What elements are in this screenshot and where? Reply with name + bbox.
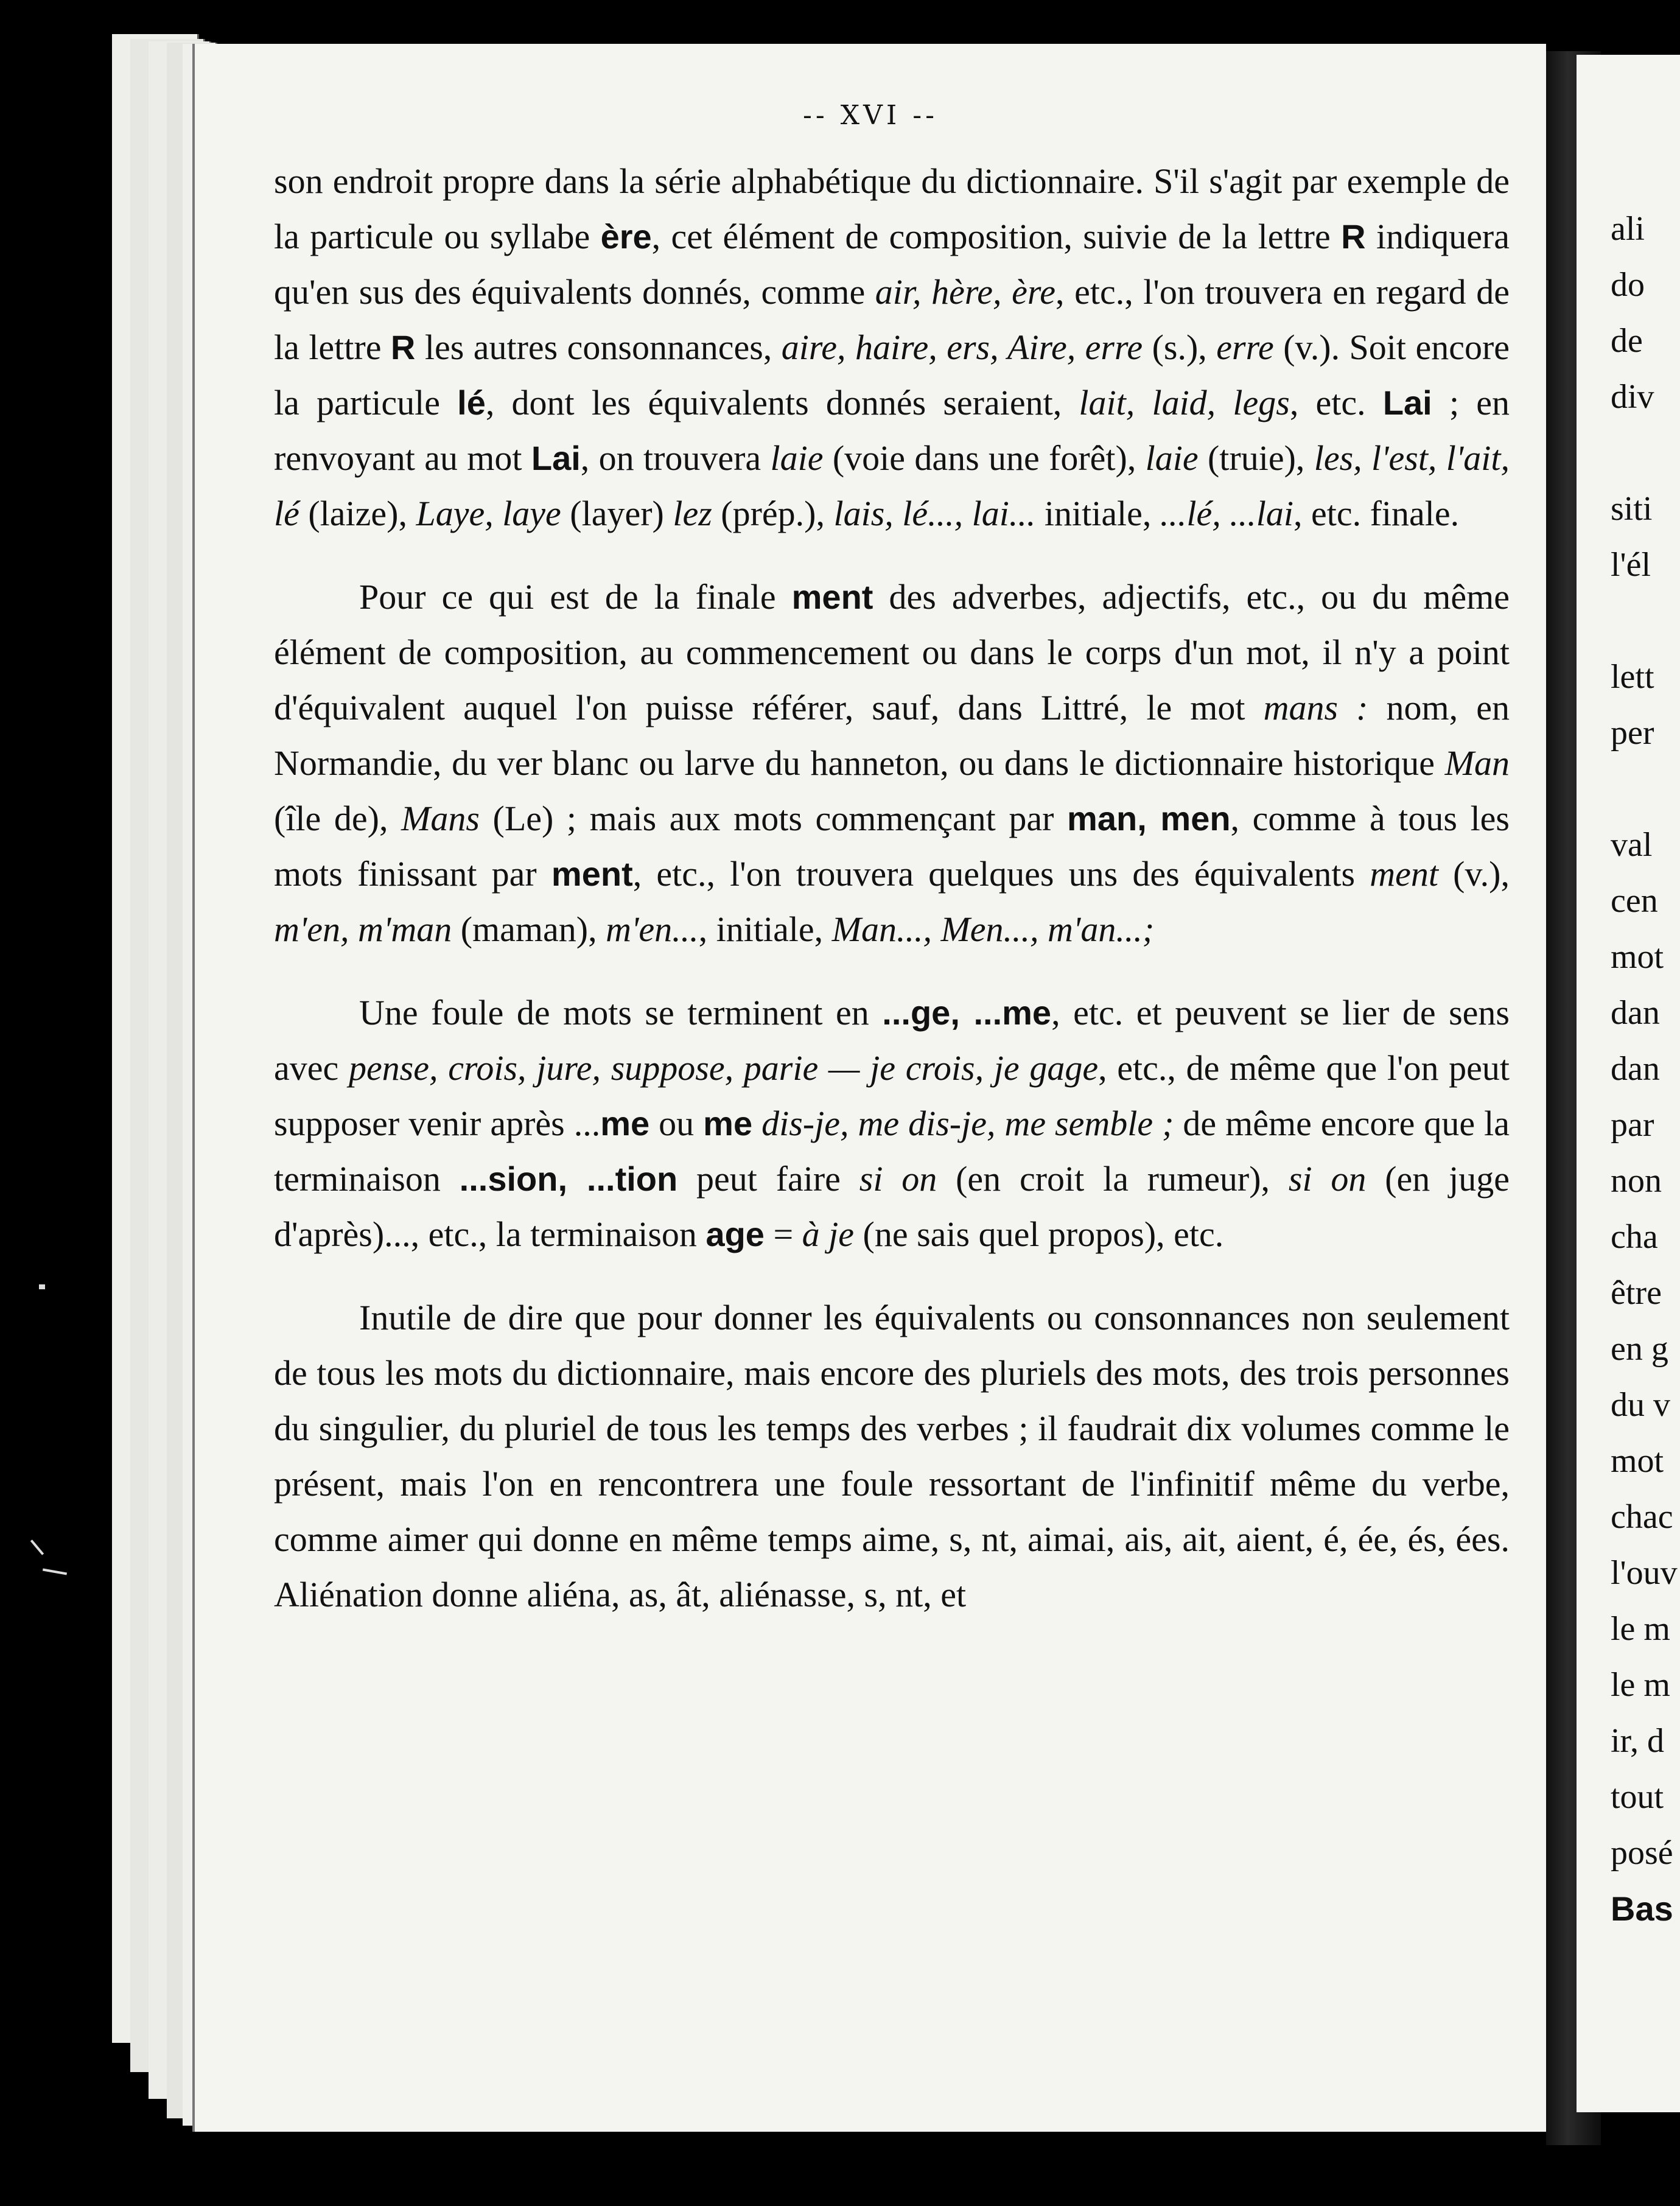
facing-page-fragment: le m: [1611, 1610, 1670, 1648]
bold-term: lé: [457, 383, 486, 422]
text-run: (prép.),: [712, 494, 834, 533]
text-run: , etc. finale.: [1293, 494, 1460, 533]
italic-term: à je: [802, 1214, 855, 1254]
italic-term: si on: [859, 1159, 937, 1199]
text-run: , dont les équivalents donnés seraient,: [485, 383, 1079, 422]
facing-page-fragment: per: [1611, 714, 1654, 752]
italic-term: pense, crois, jure, suppose, parie — je crois, je gage: [348, 1048, 1099, 1088]
facing-page-line: [1611, 425, 1678, 481]
bold-term: age: [705, 1215, 765, 1253]
text-run: , comme à tous les mots finissant par: [274, 799, 1510, 894]
facing-page-line: [1611, 1265, 1678, 1321]
facing-page-line: [1611, 1433, 1678, 1489]
facing-page-line: [1611, 593, 1678, 649]
bold-term: man, men: [1067, 799, 1231, 838]
facing-page-fragment: div: [1611, 378, 1654, 416]
italic-term: m'en, m'man: [274, 909, 452, 949]
facing-page-fragment: en g: [1611, 1330, 1668, 1368]
text-run: (v.). Soit encore la particule: [274, 327, 1510, 422]
italic-term: Man: [1444, 743, 1510, 783]
italic-term: les, l'est, l'ait, lé: [274, 438, 1510, 533]
facing-page-line: [1611, 705, 1678, 761]
facing-page-fragment: posé: [1611, 1834, 1673, 1872]
facing-page-line: [1611, 313, 1678, 369]
facing-page: [1577, 55, 1680, 2112]
paragraph: [274, 985, 1510, 1262]
bold-term: ère: [600, 217, 652, 256]
facing-page-line: [1611, 369, 1678, 425]
italic-term: Laye, laye: [416, 494, 561, 533]
text-run: (v.),: [1438, 854, 1510, 894]
text-run: (voie dans une forêt),: [823, 438, 1146, 478]
facing-page-fragment: mot: [1611, 1442, 1664, 1480]
facing-page-line: [1611, 1601, 1678, 1657]
facing-page-fragment: cha: [1611, 1218, 1658, 1256]
paragraph: [274, 153, 1510, 541]
text-run: =: [764, 1214, 802, 1254]
italic-term: Man..., Men..., m'an...;: [831, 909, 1155, 949]
text-run: Une foule de mots se terminent en: [359, 993, 883, 1032]
text-run: , cet élément de composition, suivie de la lettre: [651, 217, 1342, 256]
text-run: des adverbes, adjectifs, etc., ou du même élément de composition, au commencement ou dans le corps d'un mot, il n'y a point d'équivalent auquel l'on puisse référer, sauf, dans Littré, le mot: [274, 577, 1510, 727]
italic-term: ...lé, ...lai: [1160, 494, 1294, 533]
facing-page-fragment: chac: [1611, 1498, 1673, 1536]
italic-term: laie: [1145, 438, 1199, 478]
facing-page-line: [1611, 761, 1678, 817]
facing-page-text: [1611, 201, 1678, 1937]
facing-page-line: [1611, 817, 1678, 873]
italic-term: erre: [1216, 327, 1274, 367]
italic-term: lait, laid, legs: [1079, 383, 1290, 422]
text-run: , initiale,: [698, 909, 832, 949]
page-number: -- XVI --: [803, 100, 938, 131]
facing-page-fragment: val: [1611, 826, 1653, 864]
facing-page-fragment: cen: [1611, 882, 1658, 920]
italic-term: mans :: [1263, 688, 1368, 727]
facing-page-line: [1611, 1881, 1678, 1937]
facing-page-fragment: ali: [1611, 210, 1645, 248]
facing-page-line: [1611, 985, 1678, 1041]
text-run: (truie),: [1198, 438, 1314, 478]
scan-speck: [30, 1539, 44, 1555]
bold-term: R: [1341, 217, 1366, 256]
facing-page-fragment: du v: [1611, 1386, 1670, 1424]
text-run: les autres consonnances,: [415, 327, 782, 367]
text-run: (layer): [561, 494, 673, 533]
bold-term: Lai: [1382, 383, 1432, 422]
bold-term: ment: [551, 855, 633, 893]
text-run: indiquera qu'en sus des équivalents donnés, comme: [274, 217, 1510, 312]
text-run: , etc., l'on trouvera quelques uns des équivalents: [632, 854, 1370, 894]
text-run: , on trouvera: [580, 438, 771, 478]
text-run: ; en renvoyant au mot: [274, 383, 1510, 478]
text-run: Inutile de dire que pour donner les équivalents ou consonnances non seulement de tous les mots du dictionnaire, mais encore des pluriels des mots, des trois personnes du singulier, du pluriel de tous les temps des verbes ; il faudrait dix volumes comme le présent, mais l'on en rencontrera une foule ressortant de l'infinitif même du verbe, comme aimer qui donne en même temps aime, s, nt, aimai, ais, ait, aient, é, ée, és, ées. Aliénation donne aliéna, as, ât, aliénasse, s, nt, et: [274, 1298, 1510, 1614]
facing-page-line: [1611, 1209, 1678, 1265]
facing-page-fragment: l'ouv: [1611, 1554, 1678, 1592]
facing-page-line: [1611, 537, 1678, 593]
text-run: peut faire: [677, 1159, 859, 1199]
italic-term: dis-je, me dis-je, me semble ;: [761, 1104, 1174, 1143]
facing-page-fragment: l'él: [1611, 546, 1651, 584]
facing-page-fragment: non: [1611, 1162, 1662, 1200]
scan-speck: [39, 1284, 45, 1289]
text-run: son endroit propre dans la série alphabétique du dictionnaire. S'il s'agit par exemple de la particule ou syllabe: [274, 161, 1510, 256]
italic-term: si on: [1288, 1159, 1367, 1199]
text-run: (s.),: [1143, 327, 1217, 367]
facing-page-fragment: le m: [1611, 1666, 1670, 1704]
italic-term: laie: [770, 438, 824, 478]
text-run: (île de),: [274, 799, 402, 838]
facing-page-fragment: tout: [1611, 1778, 1664, 1816]
text-run: de même encore que la terminaison: [274, 1104, 1510, 1199]
facing-page-fragment: dan: [1611, 1050, 1660, 1088]
italic-term: lez: [673, 494, 712, 533]
italic-term: m'en...: [606, 909, 699, 949]
facing-page-line: [1611, 1153, 1678, 1209]
text-run: , etc.: [1289, 383, 1383, 422]
scan-speck: [43, 1569, 67, 1575]
facing-page-line: [1611, 1097, 1678, 1153]
paragraph: [274, 1290, 1510, 1622]
text-run: (en croit la rumeur),: [937, 1159, 1289, 1199]
facing-page-line: [1611, 1489, 1678, 1545]
facing-page-fragment: de: [1611, 322, 1643, 360]
text-run: nom, en Normandie, du ver blanc ou larve du hanneton, ou dans le dictionnaire historique: [274, 688, 1510, 783]
text-run: , etc. et peuvent se lier de sens avec: [274, 993, 1510, 1088]
facing-page-fragment: mot: [1611, 938, 1664, 976]
facing-page-line: [1611, 649, 1678, 705]
text-run: ou: [649, 1104, 704, 1143]
text-run: [752, 1104, 761, 1143]
facing-page-line: [1611, 1377, 1678, 1433]
italic-term: air, hère, ère: [875, 272, 1056, 312]
facing-page-line: [1611, 1825, 1678, 1881]
facing-page-line: [1611, 201, 1678, 257]
facing-page-fragment: Bas: [1611, 1889, 1673, 1928]
text-run: , etc., l'on trouvera en regard de la lettre: [274, 272, 1510, 367]
facing-page-fragment: siti: [1611, 490, 1653, 528]
facing-page-fragment: lett: [1611, 658, 1654, 696]
text-run: (Le) ; mais aux mots commençant par: [479, 799, 1068, 838]
body-text: [274, 153, 1510, 1622]
italic-term: Mans: [401, 799, 480, 838]
facing-page-fragment: être: [1611, 1274, 1662, 1312]
facing-page-line: [1611, 1321, 1678, 1377]
italic-term: ment: [1370, 854, 1438, 894]
facing-page-line: [1611, 1713, 1678, 1769]
bold-term: ...ge, ...me: [882, 993, 1052, 1032]
facing-page-fragment: par: [1611, 1106, 1654, 1144]
text-run: Pour ce qui est de la finale: [359, 577, 792, 617]
facing-page-line: [1611, 1657, 1678, 1713]
bold-term: ...sion, ...tion: [459, 1160, 678, 1198]
facing-page-line: [1611, 873, 1678, 929]
bold-term: ment: [791, 578, 873, 616]
bold-term: me: [600, 1104, 650, 1143]
facing-page-line: [1611, 1545, 1678, 1601]
paragraph: [274, 569, 1510, 957]
facing-page-line: [1611, 929, 1678, 985]
facing-page-fragment: do: [1611, 266, 1645, 304]
facing-page-line: [1611, 257, 1678, 313]
text-run: , etc., de même que l'on peut supposer venir après ...: [274, 1048, 1510, 1143]
facing-page-line: [1611, 1769, 1678, 1825]
text-run: (ne sais quel propos), etc.: [854, 1214, 1224, 1254]
facing-page-line: [1611, 1041, 1678, 1097]
facing-page-line: [1611, 481, 1678, 537]
bold-term: me: [703, 1104, 753, 1143]
italic-term: aire, haire, ers, Aire, erre: [781, 327, 1143, 367]
text-run: (maman),: [452, 909, 606, 949]
text-run: (laize),: [299, 494, 416, 533]
facing-page-fragment: ir, d: [1611, 1722, 1664, 1760]
bold-term: R: [390, 328, 416, 366]
italic-term: lais, lé..., lai...: [833, 494, 1036, 533]
facing-page-fragment: dan: [1611, 994, 1660, 1032]
bold-term: Lai: [531, 439, 581, 477]
text-run: initiale,: [1035, 494, 1160, 533]
book-page: [195, 44, 1546, 2132]
text-run: (en juge d'après)..., etc., la terminaison: [274, 1159, 1510, 1254]
